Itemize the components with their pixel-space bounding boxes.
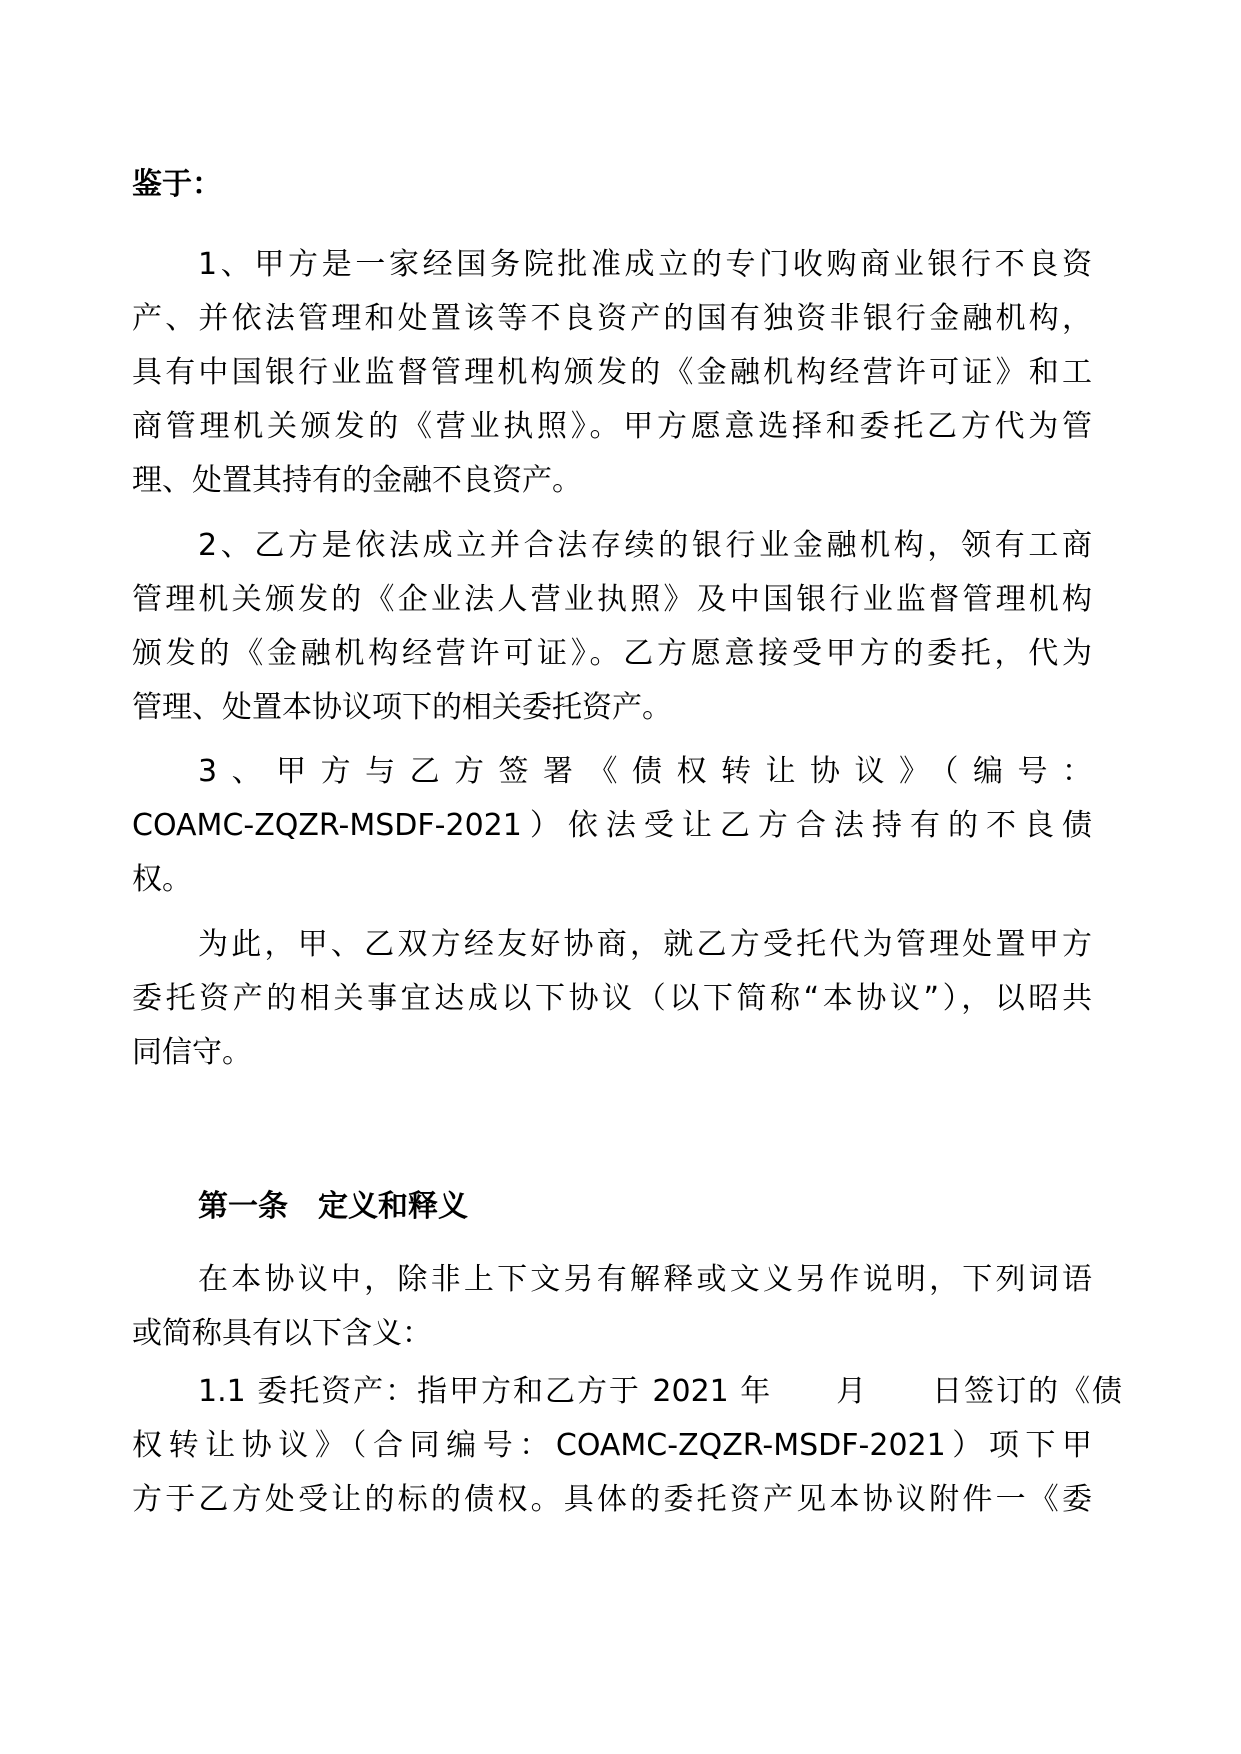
text-line: 同信守。	[132, 1035, 252, 1070]
text-line: 理、处置其持有的金融不良资产。	[132, 463, 582, 498]
text-line: 产、并依法管理和处置该等不良资产的国有独资非银行金融机构，	[132, 301, 1092, 336]
text-line: 具有中国银行业监督管理机构颁发的《金融机构经营许可证》和工	[132, 355, 1092, 390]
text-line: 委托资产的相关事宜达成以下协议（以下简称“本协议”），以昭共	[132, 981, 1092, 1016]
text-line: 方于乙方处受让的标的债权。具体的委托资产见本协议附件一《委	[132, 1482, 1092, 1517]
article-1-intro	[132, 1253, 1092, 1361]
text-line: 1、甲方是一家经国务院批准成立的专门收购商业银行不良资	[198, 247, 1092, 282]
recital-paragraph-3	[132, 745, 1092, 907]
agreement-purpose-paragraph	[132, 918, 1092, 1080]
text-line: 2、乙方是依法成立并合法存续的银行业金融机构，领有工商	[198, 528, 1092, 563]
recital-paragraph-1	[132, 238, 1092, 508]
text-line: 为此，甲、乙双方经友好协商，就乙方受托代为管理处置甲方	[198, 927, 1092, 962]
text-line: 1.1 委托资产：指甲方和乙方于 2021 年 月 日签订的《债	[198, 1374, 1122, 1409]
clause-1-1	[132, 1365, 1122, 1527]
article-1-title: 第一条 定义和释义	[198, 1189, 468, 1224]
recitals-heading: 鉴于：	[132, 167, 222, 202]
text-line: 或简称具有以下含义：	[132, 1316, 432, 1351]
text-line: COAMC-ZQZR-MSDF-2021）依法受让乙方合法持有的不良债	[132, 808, 1092, 843]
recital-paragraph-2	[132, 519, 1092, 735]
text-line: 管理机关颁发的《企业法人营业执照》及中国银行业监督管理机构	[132, 582, 1092, 617]
text-line: 在本协议中，除非上下文另有解释或文义另作说明，下列词语	[198, 1262, 1092, 1297]
text-line: 商管理机关颁发的《营业执照》。甲方愿意选择和委托乙方代为管	[132, 409, 1092, 444]
text-line: 颁发的《金融机构经营许可证》。乙方愿意接受甲方的委托，代为	[132, 636, 1092, 671]
text-line: 3、甲方与乙方签署《债权转让协议》（编号：	[198, 754, 1092, 789]
text-line: 权。	[132, 862, 192, 897]
text-line: 管理、处置本协议项下的相关委托资产。	[132, 690, 672, 725]
text-line: 权转让协议》（合同编号：COAMC-ZQZR-MSDF-2021）项下甲	[132, 1428, 1092, 1463]
